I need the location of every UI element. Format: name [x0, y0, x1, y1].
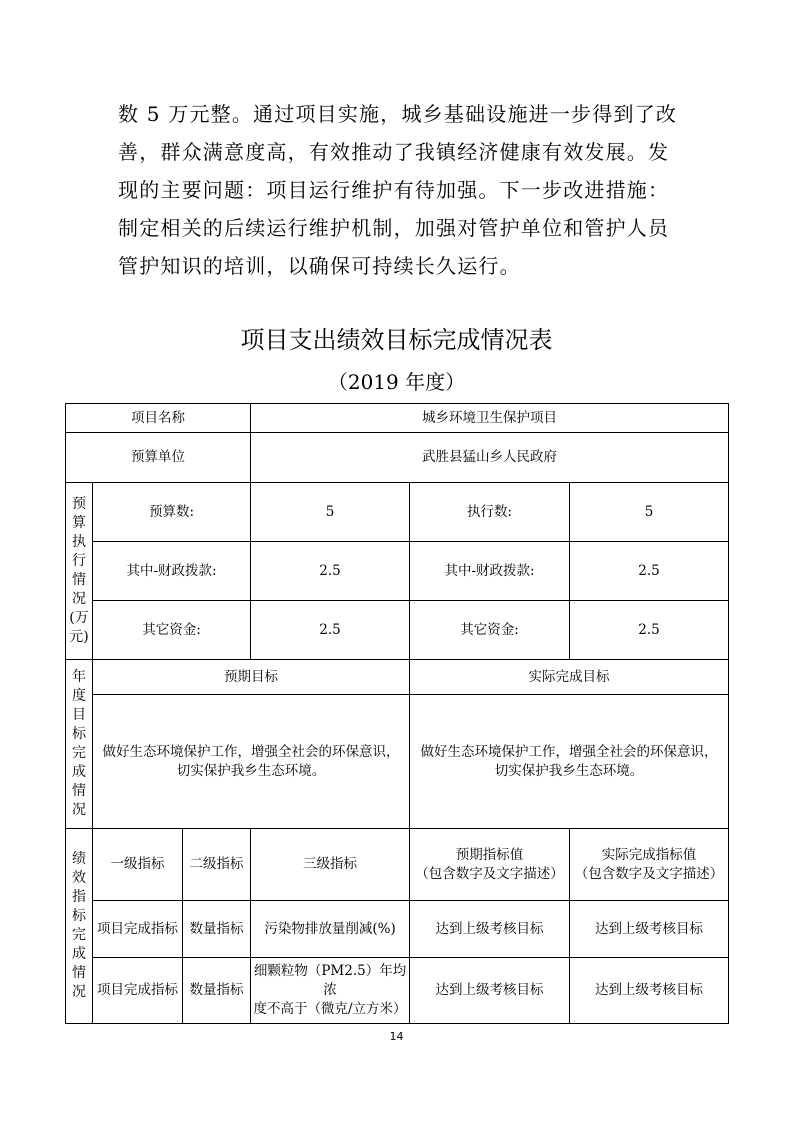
budget-unit-label: 预算单位	[66, 433, 251, 483]
indicator-row	[66, 901, 729, 958]
level1-cell: 项目完成指标	[93, 958, 183, 1024]
expected-value-cell: 达到上级考核目标	[410, 958, 570, 1024]
expected-value-cell: 达到上级考核目标	[410, 901, 570, 958]
indicator-section-label: 绩 效 指 标 完 成 情 况	[66, 829, 93, 1024]
budget-unit-value: 武胜县猛山乡人民政府	[251, 433, 729, 483]
exec-value: 2.5	[570, 542, 729, 601]
annual-section-label: 年 度 目 标 完 成 情 况	[66, 660, 93, 829]
goal-content-row	[66, 695, 729, 829]
exec-label: 执行数:	[410, 483, 570, 542]
budget-value: 2.5	[251, 601, 410, 660]
actual-goal-text: 做好生态环境保护工作，增强全社会的环保意识， 切实保护我乡生态环境。	[410, 695, 729, 829]
body-paragraph	[118, 95, 688, 285]
level3-cell: 细颗粒物（PM2.5）年均浓 度不高于（微克/立方米）	[251, 958, 410, 1024]
budget-row	[66, 542, 729, 601]
budget-label: 其中-财政拨款:	[93, 542, 251, 601]
actual-value-header: 实际完成指标值 （包含数字及文字描述）	[570, 829, 729, 901]
goal-header-row	[66, 660, 729, 695]
project-name-value: 城乡环境卫生保护项目	[251, 404, 729, 433]
expected-value-header: 预期指标值 （包含数字及文字描述）	[410, 829, 570, 901]
exec-label: 其它资金:	[410, 601, 570, 660]
budget-row	[66, 483, 729, 542]
page-number: 14	[389, 1030, 404, 1043]
level1-header: 一级指标	[93, 829, 183, 901]
actual-goal-header: 实际完成目标	[410, 660, 729, 695]
budget-value: 5	[251, 483, 410, 542]
level2-cell: 数量指标	[183, 958, 251, 1024]
paragraph-line: 管护知识的培训，以确保可持续长久运行。	[118, 254, 521, 278]
level3-header: 三级指标	[251, 829, 410, 901]
budget-section-label: 预 算 执 行 情 况 (万 元)	[66, 483, 93, 660]
table-subtitle: （2019 年度）	[327, 370, 466, 394]
exec-value: 5	[570, 483, 729, 542]
project-name-label: 项目名称	[66, 404, 251, 433]
table-title: 项目支出绩效目标完成情况表	[240, 326, 553, 354]
paragraph-line: 制定相关的后续运行维护机制，加强对管护单位和管护人员	[118, 216, 670, 240]
actual-value-cell: 达到上级考核目标	[570, 958, 729, 1024]
paragraph-line: 善，群众满意度高，有效推动了我镇经济健康有效发展。发	[118, 140, 670, 164]
expected-goal-text: 做好生态环境保护工作，增强全社会的环保意识， 切实保护我乡生态环境。	[93, 695, 410, 829]
level2-cell: 数量指标	[183, 901, 251, 958]
budget-value: 2.5	[251, 542, 410, 601]
exec-value: 2.5	[570, 601, 729, 660]
expected-goal-header: 预期目标	[93, 660, 410, 695]
actual-value-cell: 达到上级考核目标	[570, 901, 729, 958]
level3-cell: 污染物排放量削减(%)	[251, 901, 410, 958]
budget-label: 预算数:	[93, 483, 251, 542]
budget-unit-row	[66, 433, 729, 483]
budget-row	[66, 601, 729, 660]
paragraph-line: 数 5 万元整。通过项目实施，城乡基础设施进一步得到了改	[118, 102, 678, 126]
budget-label: 其它资金:	[93, 601, 251, 660]
project-name-row	[66, 404, 729, 433]
paragraph-line: 现的主要问题：项目运行维护有待加强。下一步改进措施：	[118, 178, 670, 202]
level2-header: 二级指标	[183, 829, 251, 901]
indicator-header-row	[66, 829, 729, 901]
exec-label: 其中-财政拨款:	[410, 542, 570, 601]
level1-cell: 项目完成指标	[93, 901, 183, 958]
indicator-row	[66, 958, 729, 1024]
performance-table	[65, 403, 729, 1024]
